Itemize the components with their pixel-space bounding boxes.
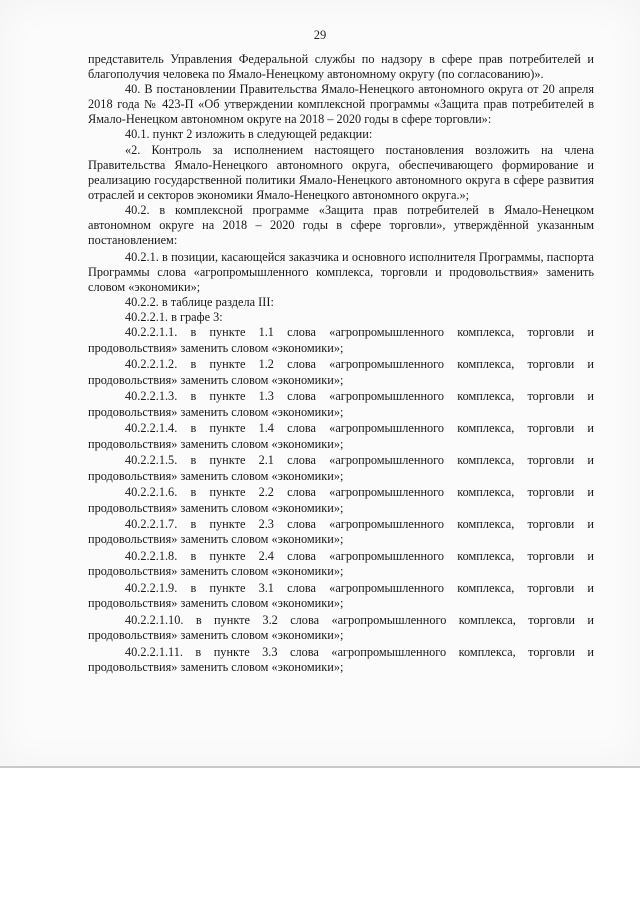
paragraph: 40.2.2.1.5. в пункте 2.1 слова «агропромышленного комплекса, торговли и продовольствия» заменить словом «экономики»; — [88, 453, 594, 483]
paragraph: 40. В постановлении Правительства Ямало-Ненецкого автономного округа от 20 апреля 2018 года № 423-П «Об утверждении комплексной программы «Защита прав потребителей в Ямало-Ненецком автономном округе на 2018 – 2020 годы в сфере торговли»: — [88, 82, 594, 127]
paragraph: 40.2. в комплексной программе «Защита прав потребителей в Ямало-Ненецком автономном округе на 2018 – 2020 годы в сфере торговли», утверждённой указанным постановлением: — [88, 202, 594, 248]
paragraph: 40.2.2. в таблице раздела III: — [125, 295, 274, 310]
paragraph: 40.2.2.1.8. в пункте 2.4 слова «агропромышленного комплекса, торговли и продовольствия» заменить словом «экономики»; — [88, 549, 594, 579]
paragraph: 40.2.2.1.6. в пункте 2.2 слова «агропромышленного комплекса, торговли и продовольствия» заменить словом «экономики»; — [88, 485, 594, 515]
paragraph: 40.2.1. в позиции, касающейся заказчика и основного исполнителя Программы, паспорта Программы слова «агропромышленного комплекса, торговли и продовольствия» заменить словом «экономики»; — [88, 250, 594, 295]
paragraph: 40.2.2.1.9. в пункте 3.1 слова «агропромышленного комплекса, торговли и продовольствия» заменить словом «экономики»; — [88, 581, 594, 611]
paragraph: 40.1. пункт 2 изложить в следующей редакции: — [125, 127, 373, 142]
paragraph: 40.2.2.1. в графе 3: — [125, 310, 223, 325]
paragraph: 40.2.2.1.1. в пункте 1.1 слова «агропромышленного комплекса, торговли и продовольствия» заменить словом «экономики»; — [88, 325, 594, 355]
paragraph: 40.2.2.1.4. в пункте 1.4 слова «агропромышленного комплекса, торговли и продовольствия» заменить словом «экономики»; — [88, 421, 594, 451]
page-gap — [0, 768, 640, 905]
paragraph: 40.2.2.1.11. в пункте 3.3 слова «агропромышленного комплекса, торговли и продовольствия» заменить словом «экономики»; — [88, 645, 594, 675]
paragraph: 40.2.2.1.2. в пункте 1.2 слова «агропромышленного комплекса, торговли и продовольствия» заменить словом «экономики»; — [88, 357, 594, 387]
page-number: 29 — [313, 28, 327, 42]
paragraph: представитель Управления Федеральной службы по надзору в сфере прав потребителей и благополучия человека по Ямало-Ненецкому автономному округу (по согласованию)». — [88, 52, 594, 82]
paragraph: 40.2.2.1.3. в пункте 1.3 слова «агропромышленного комплекса, торговли и продовольствия» заменить словом «экономики»; — [88, 389, 594, 419]
paragraph: «2. Контроль за исполнением настоящего постановления возложить на члена Правительства Ямало-Ненецкого автономного округа, обеспечивающего формирование и реализацию государственной политики Ямало-Ненецкого автономного округа в сфере развития отраслей и секторов экономики Ямало-Ненецкого автономного округа.»; — [88, 142, 594, 202]
paragraph: 40.2.2.1.7. в пункте 2.3 слова «агропромышленного комплекса, торговли и продовольствия» заменить словом «экономики»; — [88, 517, 594, 547]
paragraph: 40.2.2.1.10. в пункте 3.2 слова «агропромышленного комплекса, торговли и продовольствия» заменить словом «экономики»; — [88, 613, 594, 643]
document-body — [88, 52, 594, 676]
